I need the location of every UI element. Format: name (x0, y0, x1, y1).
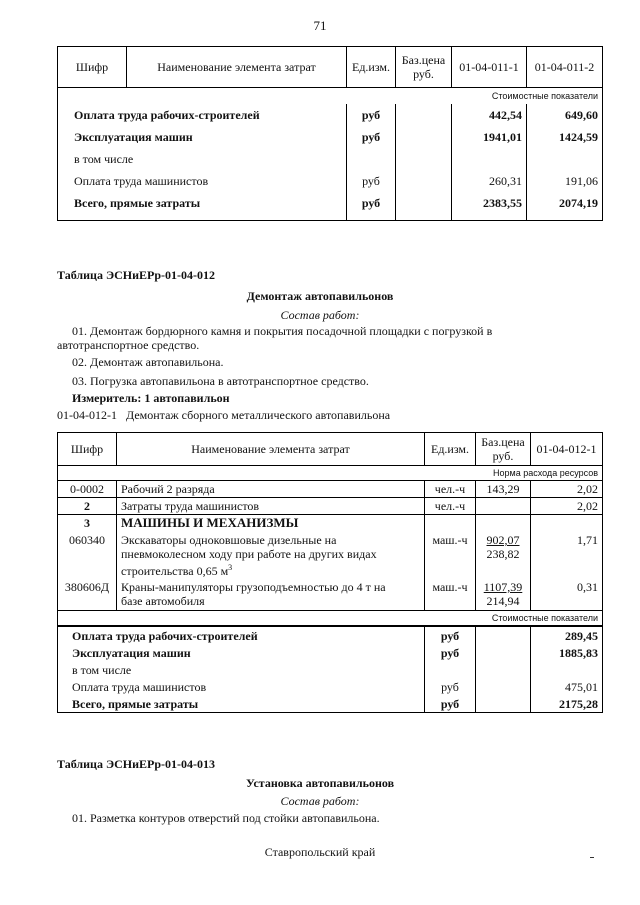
table-header-row (58, 433, 603, 466)
table-row (58, 531, 603, 578)
row-price (396, 192, 452, 214)
total-value: 2175,28 (559, 696, 598, 711)
row-price (476, 531, 531, 578)
row-unit: руб (347, 170, 396, 192)
superscript: 3 (228, 563, 233, 572)
total-name: Эксплуатация машин (72, 645, 191, 660)
table-subheader-row (58, 88, 603, 105)
row-price: 143,29 (476, 481, 531, 498)
total-value: 475,01 (565, 679, 598, 694)
row-code: 2 (58, 498, 117, 515)
row-price (476, 578, 531, 611)
row-value-2: 1424,59 (527, 126, 603, 148)
row-name: в том числе (58, 148, 347, 170)
row-unit: маш.-ч (425, 531, 476, 578)
total-unit (425, 661, 476, 678)
footer-mark (590, 857, 594, 858)
table-row (58, 170, 603, 192)
row-unit: руб (347, 126, 396, 148)
row-value-1 (452, 148, 527, 170)
row-code: 060340 (58, 531, 117, 578)
row-name: Оплата труда рабочих-строителей (58, 104, 347, 126)
code-line-code: 01-04-012-1 (57, 408, 117, 422)
row-unit (425, 515, 476, 532)
work-item-1-cont: автотранспортное средство. (57, 338, 200, 352)
cost-table-1 (57, 46, 603, 221)
header-code: Шифр (58, 433, 117, 466)
total-price (476, 626, 531, 644)
row-name: Эксплуатация машин (58, 126, 347, 148)
works-title-012: Состав работ: (280, 308, 360, 322)
header-name: Наименование элемента затрат (127, 47, 347, 88)
resource-table-2 (57, 432, 603, 713)
row-name: Рабочий 2 разряда (117, 481, 425, 498)
total-value: 289,45 (565, 628, 598, 643)
row-price (396, 126, 452, 148)
code-line-text: Демонтаж сборного металлического автопавильона (126, 408, 391, 422)
row-value-2: 649,60 (527, 104, 603, 126)
row-value-1: 2383,55 (452, 192, 527, 214)
table-label-012: Таблица ЭСНиЕРр-01-04-012 (57, 268, 216, 282)
table-row (58, 678, 603, 695)
footer-region: Ставропольский край (264, 845, 376, 859)
subheader-cost-indicators: Стоимостные показатели (58, 611, 603, 627)
table-row (58, 644, 603, 661)
row-unit: чел.-ч (425, 481, 476, 498)
row-unit: руб (347, 104, 396, 126)
table-row (58, 498, 603, 515)
header-unit: Ед.изм. (347, 47, 396, 88)
header-col-012-1: 01-04-012-1 (531, 433, 603, 466)
section-title-012: Демонтаж автопавильонов (246, 289, 394, 303)
row-value: 1,71 (531, 531, 603, 578)
row-value: 0,31 (531, 578, 603, 611)
measure-unit: Измеритель: 1 автопавильон (72, 391, 230, 405)
total-price (476, 695, 531, 713)
row-code: 380606Д (58, 578, 117, 611)
row-value (531, 515, 603, 532)
work-item-1: 01. Демонтаж бордюрного камня и покрытия посадочной площадки с погрузкой в (72, 324, 493, 338)
row-code: 3 (58, 515, 117, 532)
total-unit: руб (425, 695, 476, 713)
work-item-3: 03. Погрузка автопавильона в автотранспортное средство. (72, 374, 369, 388)
total-name: в том числе (72, 662, 132, 677)
row-name (117, 578, 425, 611)
price-wage: 238,82 (486, 547, 520, 561)
works-title-013: Состав работ: (280, 794, 360, 808)
row-name: МАШИНЫ И МЕХАНИЗМЫ (117, 515, 425, 532)
header-base-price: Баз.цена руб. (396, 47, 452, 88)
row-price (476, 498, 531, 515)
row-code: 0-0002 (58, 481, 117, 498)
row-value-2: 2074,19 (527, 192, 603, 214)
row-price (396, 170, 452, 192)
row-name-line: пневмоколесном ходу при работе на других видах (121, 547, 377, 561)
table-row (58, 578, 603, 611)
price-wage: 214,94 (486, 594, 520, 608)
row-unit (347, 148, 396, 170)
table-row (58, 148, 603, 170)
table-row (58, 104, 603, 126)
total-value: 1885,83 (559, 645, 598, 660)
row-unit: чел.-ч (425, 498, 476, 515)
row-name-line: Экскаваторы одноковшовые дизельные на (121, 533, 337, 547)
table-row (58, 515, 603, 532)
row-price (396, 104, 452, 126)
row-price (396, 148, 452, 170)
table-header-row (58, 47, 603, 88)
section-title-013: Установка автопавильонов (245, 776, 395, 790)
row-value-2 (527, 148, 603, 170)
header-col-011-2: 01-04-011-2 (527, 47, 603, 88)
total-unit: руб (425, 626, 476, 644)
work-item-2: 02. Демонтаж автопавильона. (72, 355, 224, 369)
row-name: Всего, прямые затраты (58, 192, 347, 214)
total-name: Всего, прямые затраты (72, 696, 199, 711)
table-subheader-row (58, 466, 603, 481)
header-unit: Ед.изм. (425, 433, 476, 466)
row-value-1: 260,31 (452, 170, 527, 192)
subheader-resource-norm: Норма расхода ресурсов (58, 466, 603, 481)
table-row (58, 192, 603, 214)
total-price (476, 644, 531, 661)
total-value (531, 661, 603, 678)
header-code: Шифр (58, 47, 127, 88)
header-name: Наименование элемента затрат (117, 433, 425, 466)
table-row (58, 626, 603, 644)
total-unit: руб (425, 678, 476, 695)
table-row (58, 126, 603, 148)
total-price (476, 661, 531, 678)
table-row (58, 695, 603, 713)
price-total: 1107,39 (483, 580, 523, 594)
total-unit: руб (425, 644, 476, 661)
page-number: 71 (313, 18, 327, 33)
table-row (58, 661, 603, 678)
row-name-line: Краны-манипуляторы грузоподъемностью до 4 т на (121, 580, 386, 594)
row-name (117, 531, 425, 578)
row-value: 2,02 (531, 498, 603, 515)
table-row (58, 481, 603, 498)
row-name-line: строительства 0,65 $м^3$ (121, 563, 233, 578)
price-total: 902,07 (486, 533, 520, 547)
row-name: Оплата труда машинистов (58, 170, 347, 192)
row-value: 2,02 (531, 481, 603, 498)
work-item-013-1: 01. Разметка контуров отверстий под стойки автопавильона. (72, 811, 380, 825)
row-value-2: 191,06 (527, 170, 603, 192)
table-subheader-row (58, 611, 603, 627)
header-base-price: Баз.цена руб. (476, 433, 531, 466)
row-price (476, 515, 531, 532)
total-name: Оплата труда рабочих-строителей (72, 628, 258, 643)
subheader-cost-indicators: Стоимостные показатели (58, 88, 603, 105)
row-name-line: базе автомобиля (121, 594, 205, 608)
row-unit: руб (347, 192, 396, 214)
row-name: Затраты труда машинистов (117, 498, 425, 515)
row-value-1: 1941,01 (452, 126, 527, 148)
total-price (476, 678, 531, 695)
code-line (57, 408, 390, 423)
header-col-011-1: 01-04-011-1 (452, 47, 527, 88)
row-value-1: 442,54 (452, 104, 527, 126)
row-unit: маш.-ч (425, 578, 476, 611)
total-name: Оплата труда машинистов (72, 679, 207, 694)
table-label-013: Таблица ЭСНиЕРр-01-04-013 (57, 757, 216, 771)
